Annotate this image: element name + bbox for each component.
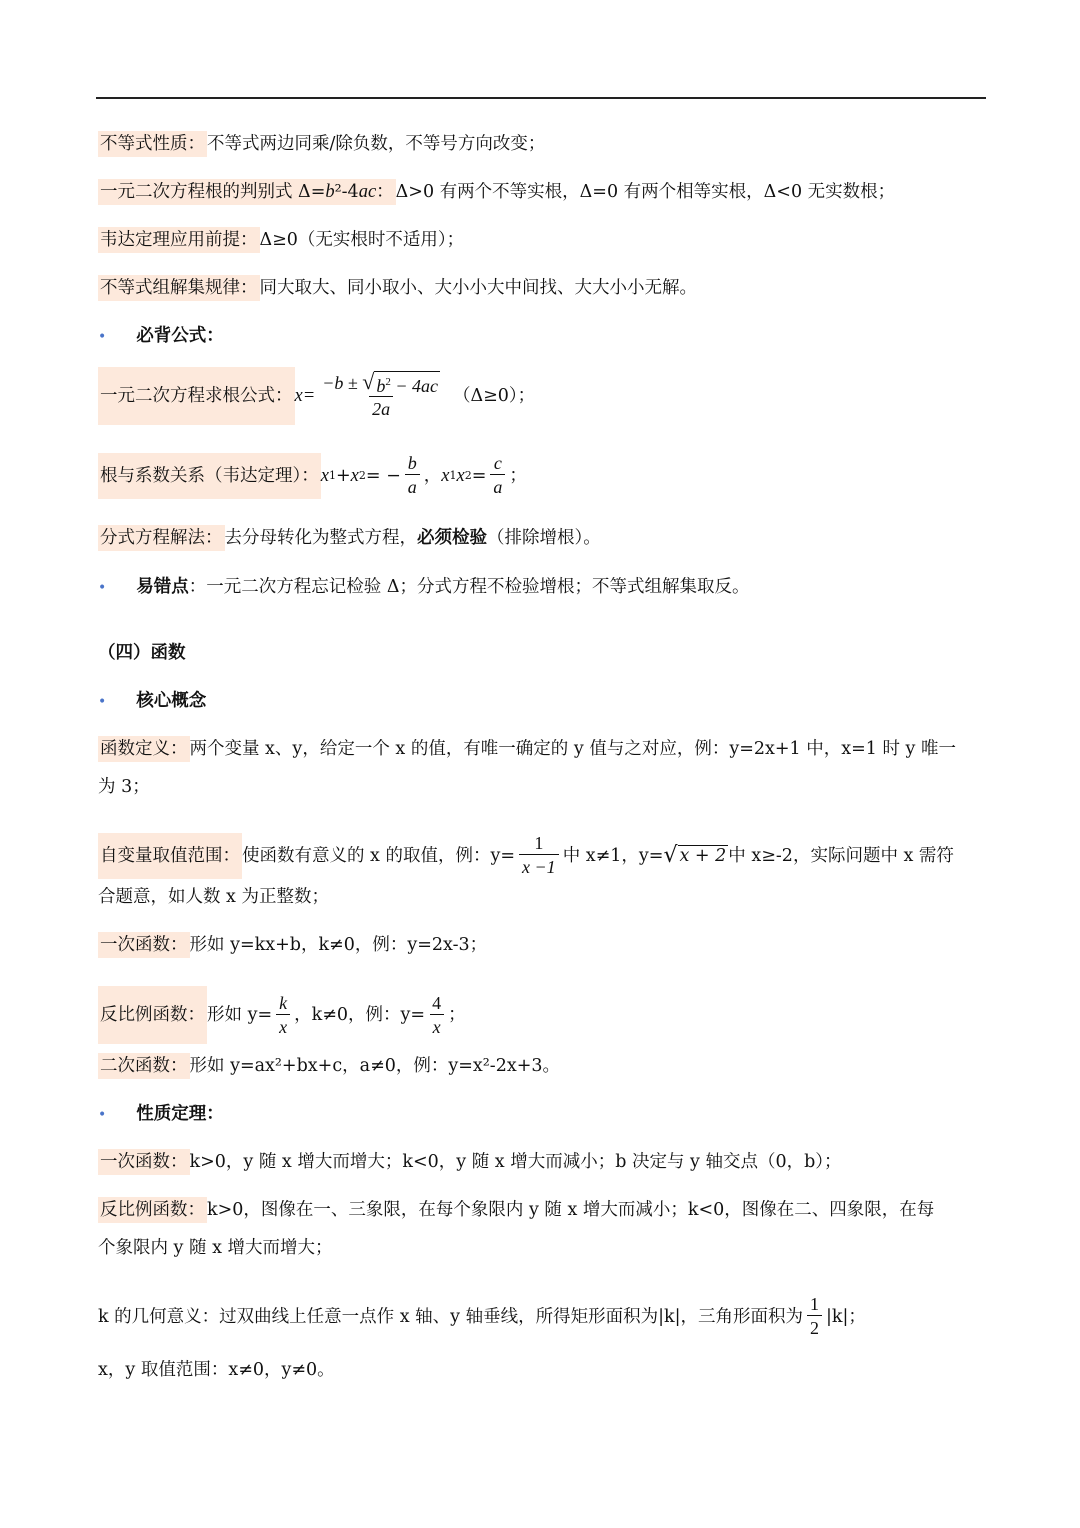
vieta-eq2: = [471,465,487,486]
inequality-system-text: 同大取大、同小取小、大小小大中间找、大大小小无解。 [259,278,697,298]
formula-heading-text: 必背公式： [136,326,224,346]
discriminant-line [98,179,895,205]
quadratic-tail: （Δ≥0）； [452,386,536,406]
inverse-property-cont: 个象限内 y 随 x 增大而增大； [98,1238,333,1258]
fraction-equation-text-a: 去分母转化为整式方程， [224,528,417,548]
inequality-property-text: 不等式两边同乘/除负数，不等号方向改变； [207,134,546,154]
function-definition-cont: 为 3； [98,777,150,797]
linear-function-label: 一次函数： [98,932,190,958]
inverse-fn2: 4 [432,992,442,1013]
vieta-x2b: x [456,465,465,486]
inverse-function-def [98,986,466,1044]
fraction-equation-label: 分式方程解法： [98,525,225,551]
formula-heading [98,323,224,349]
linear-property-text: k>0，y 随 x 增大而增大；k<0，y 随 x 增大而减小；b 决定与 y 轴交点（0，b）； [189,1152,842,1172]
header-rule [96,97,986,99]
quadratic-x: x= [294,386,316,406]
domain-radicand: x + 2 [679,845,727,866]
discriminant-label [98,179,396,205]
vieta-premise [98,227,464,253]
vieta-comma: ， [423,465,442,486]
function-definition-text: 两个变量 x、y，给定一个 x 的值，有唯一确定的 y 值与之对应，例：y=2x+1 中，x=1 时 y 唯一 [189,739,956,759]
vieta-x1: x [320,465,329,486]
vieta-premise-label: 韦达定理应用前提： [98,227,260,253]
property-heading-text: 性质定理： [136,1104,224,1124]
bullet-icon: • [98,694,107,710]
quadratic-function-text: 形如 y=ax²+bx+c，a≠0，例：y=x²-2x+3。 [189,1056,561,1076]
quadratic-formula-label: 一元二次方程求根公式： [98,367,295,425]
linear-function-text: 形如 y=kx+b，k≠0，例：y=2x-3； [189,935,488,955]
domain-cont: 合题意，如人数 x 为正整数； [98,887,329,907]
quadratic-function-label: 二次函数： [98,1053,190,1079]
inverse-fraction-k [276,992,290,1039]
radicand-rest: − 4ac [390,376,438,396]
inverse-property-text: k>0，图像在一、三象限，在每个象限内 y 随 x 增大而减小；k<0，图像在二、四象限，在每 [207,1200,935,1220]
vieta-semi: ； [509,465,527,486]
inequality-property [98,131,545,157]
domain-text-a: 使函数有意义的 x 的取值，例：y= [242,845,516,866]
inequality-property-label: 不等式性质： [98,131,207,157]
vieta-label: 根与系数关系（韦达定理）： [98,453,321,499]
discriminant-b: b [325,182,335,202]
vieta-plus: + [335,465,351,486]
quadratic-num-a: −b ± [322,373,363,393]
quadratic-formula-line [98,367,535,425]
radicand-b: b [376,376,386,396]
domain-fd: x −1 [522,857,556,877]
k-geometry-text-a: k 的几何意义：过双曲线上任意一点作 x 轴、y 轴垂线，所得矩形面积为|k|，三角形面积为 [98,1306,804,1327]
vieta-fraction-2 [490,452,505,499]
inverse-function-tail: ； [448,1005,466,1025]
vieta-x2: x [350,465,359,486]
k-geometry-line [98,1293,866,1340]
bullet-icon: • [98,580,107,596]
k-geometry-fraction [807,1293,822,1340]
fraction-equation-bold: 必须检验 [417,528,487,548]
discriminant-colon: ： [376,182,394,202]
error-points-line [98,574,749,600]
discriminant-label-a: 一元二次方程根的判别式 Δ= [100,182,326,202]
sqrt-icon: √ $b^2 - 4ac$ [362,369,438,396]
inverse-fd: x [279,1016,288,1037]
k-geometry-text-b: |k|； [826,1306,866,1327]
vieta-f1d: a [407,477,417,497]
domain-line [98,832,954,879]
vieta-line [98,452,527,499]
k-fn: 1 [810,1294,820,1314]
vieta-f2d: a [493,477,503,497]
fraction-equation-text-b: （排除增根）。 [487,528,601,548]
vieta-premise-text: Δ≥0（无实根时不适用）； [259,230,465,250]
vieta-f1n: b [407,453,417,473]
vieta-fraction-1 [405,452,420,499]
vieta-s1b: 1 [449,468,457,482]
linear-function-def [98,932,487,958]
discriminant-label-c: ²-4 [334,182,359,202]
core-concept-heading [98,688,206,714]
k-fd: 2 [807,1315,822,1340]
error-points-text: ：一元二次方程忘记检验 Δ；分式方程不检验增根；不等式组解集取反。 [188,577,750,597]
error-points-label: 易错点 [136,577,189,597]
sqrt-icon: √ x + 2 [663,842,727,868]
function-definition [98,736,956,762]
bullet-icon: • [98,1107,107,1123]
domain-fn: 1 [534,833,544,853]
quadratic-function-def [98,1053,560,1079]
inverse-fd2: x [432,1016,441,1037]
radicand-sup: 2 [385,376,391,388]
inverse-function-text-a: 形如 y= [207,1005,273,1025]
core-concept-text: 核心概念 [136,691,207,711]
discriminant-text: Δ>0 有两个不等实根，Δ=0 有两个相等实根，Δ<0 无实数根； [395,182,896,202]
inequality-system-label: 不等式组解集规律： [98,275,260,301]
vieta-s2: 2 [358,468,366,482]
vieta-s2b: 2 [464,468,472,482]
section-four-heading: （四）函数 [98,643,186,663]
quadratic-fraction [319,371,443,421]
inequality-system-rule [98,275,697,301]
xy-range-line: x，y 取值范围：x≠0，y≠0。 [98,1360,335,1380]
vieta-x1b: x [441,465,450,486]
quadratic-den: 2a [372,399,391,419]
vieta-f2n: c [493,453,502,473]
inverse-property-label: 反比例函数： [98,1197,207,1223]
linear-property [98,1149,842,1175]
property-heading [98,1101,224,1127]
inverse-fraction-4 [429,992,444,1039]
fraction-equation-line [98,525,601,551]
inverse-property [98,1197,934,1223]
domain-text-b: 中 x≠1，y= [562,845,664,866]
domain-text-c: 中 x≥-2，实际问题中 x 需符 [728,845,954,866]
bullet-icon: • [98,329,107,345]
vieta-s1: 1 [328,468,336,482]
domain-fraction [519,832,559,879]
linear-property-label: 一次函数： [98,1149,190,1175]
function-definition-label: 函数定义： [98,736,190,762]
vieta-eq1: = − [365,465,401,486]
discriminant-ac: ac [358,182,377,202]
inverse-function-label: 反比例函数： [98,986,207,1044]
domain-label: 自变量取值范围： [98,833,242,879]
inverse-function-text-b: ，k≠0，例：y= [294,1005,426,1025]
inverse-fn: k [279,992,288,1013]
